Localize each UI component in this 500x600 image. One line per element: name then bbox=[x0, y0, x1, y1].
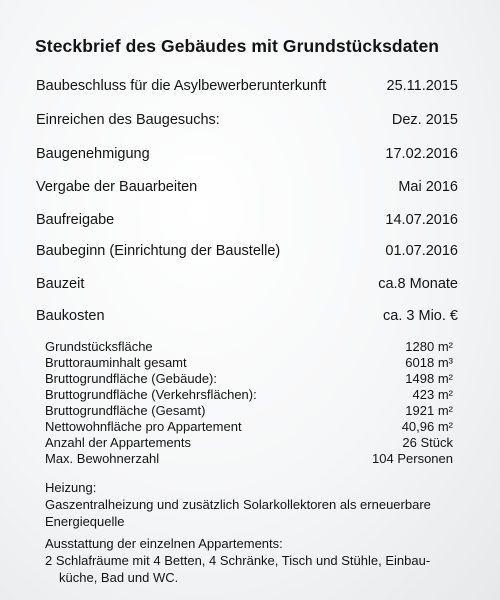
fact-value: 40,96 m² bbox=[401, 419, 453, 434]
fact-label: Bruttogrundfläche (Verkehrsflächen): bbox=[45, 387, 257, 402]
date-label: Baubeginn (Einrichtung der Baustelle) bbox=[36, 243, 281, 259]
fact-row-bgf-gesamt bbox=[45, 403, 453, 418]
fact-row-bgf-verkehrsflaechen bbox=[45, 387, 453, 402]
fact-row-grundstuecksflaeche bbox=[45, 339, 453, 354]
fact-row-nettowohnflaeche bbox=[45, 419, 453, 434]
document-title: Steckbrief des Gebäudes mit Grundstücksdaten bbox=[35, 36, 440, 56]
equipment-section bbox=[45, 535, 430, 586]
date-value: ca.8 Monate bbox=[378, 276, 458, 292]
date-row-baugenehmigung bbox=[36, 146, 458, 162]
fact-label: Grundstücksfläche bbox=[45, 339, 153, 354]
date-value: Mai 2016 bbox=[398, 179, 458, 195]
date-row-baugesuch bbox=[36, 112, 458, 128]
fact-value: 6018 m³ bbox=[405, 355, 453, 370]
fact-row-bruttorauminhalt bbox=[45, 355, 453, 370]
fact-value: 26 Stück bbox=[402, 435, 453, 450]
date-row-baubeginn bbox=[36, 243, 458, 259]
date-row-baufreigabe bbox=[36, 212, 458, 228]
date-value: Dez. 2015 bbox=[391, 112, 458, 128]
fact-row-bgf-gebaeude bbox=[45, 371, 453, 386]
date-value: 25.11.2015 bbox=[386, 78, 458, 94]
equipment-line: küche, Bad und WC. bbox=[59, 570, 179, 585]
fact-row-max-bewohnerzahl bbox=[45, 451, 453, 466]
heating-section bbox=[45, 479, 431, 530]
fact-label: Bruttogrundfläche (Gesamt) bbox=[45, 403, 206, 418]
date-label: Baubeschluss für die Asylbewerberunterkunft bbox=[36, 78, 327, 94]
date-label: Bauzeit bbox=[36, 276, 85, 292]
fact-label: Bruttogrundfläche (Gebäude): bbox=[45, 371, 217, 386]
fact-value: 1921 m² bbox=[405, 403, 453, 418]
fact-value: 1280 m² bbox=[405, 339, 453, 354]
date-row-bauzeit bbox=[36, 276, 458, 292]
fact-label: Max. Bewohnerzahl bbox=[45, 451, 160, 466]
date-value: ca. 3 Mio. € bbox=[383, 308, 458, 324]
heating-line: Energiequelle bbox=[45, 514, 125, 529]
date-row-vergabe bbox=[36, 179, 458, 195]
date-label: Baufreigabe bbox=[36, 212, 115, 228]
heating-heading: Heizung: bbox=[45, 480, 97, 495]
date-value: 14.07.2016 bbox=[385, 212, 458, 228]
date-row-baukosten bbox=[36, 308, 458, 324]
equipment-heading: Ausstattung der einzelnen Appartements: bbox=[45, 536, 283, 551]
date-value: 17.02.2016 bbox=[385, 146, 458, 162]
fact-value: 104 Personen bbox=[372, 451, 453, 466]
date-label: Einreichen des Baugesuchs: bbox=[36, 112, 220, 128]
date-label: Baugenehmigung bbox=[36, 146, 150, 162]
fact-value: 1498 m² bbox=[405, 371, 453, 386]
fact-value: 423 m² bbox=[412, 387, 453, 402]
date-label: Baukosten bbox=[36, 308, 105, 324]
fact-label: Nettowohnfläche pro Appartement bbox=[45, 419, 242, 434]
fact-row-anzahl-appartements bbox=[45, 435, 453, 450]
heating-line: Gaszentralheizung und zusätzlich Solarkollektoren als erneuerbare bbox=[45, 497, 431, 512]
date-row-baubeschluss bbox=[36, 78, 458, 94]
date-label: Vergabe der Bauarbeiten bbox=[36, 179, 198, 195]
fact-label: Anzahl der Appartements bbox=[45, 435, 191, 450]
date-value: 01.07.2016 bbox=[385, 243, 458, 259]
equipment-line: 2 Schlafräume mit 4 Betten, 4 Schränke, Tisch und Stühle, Einbau- bbox=[45, 553, 431, 568]
fact-label: Bruttorauminhalt gesamt bbox=[45, 355, 187, 370]
